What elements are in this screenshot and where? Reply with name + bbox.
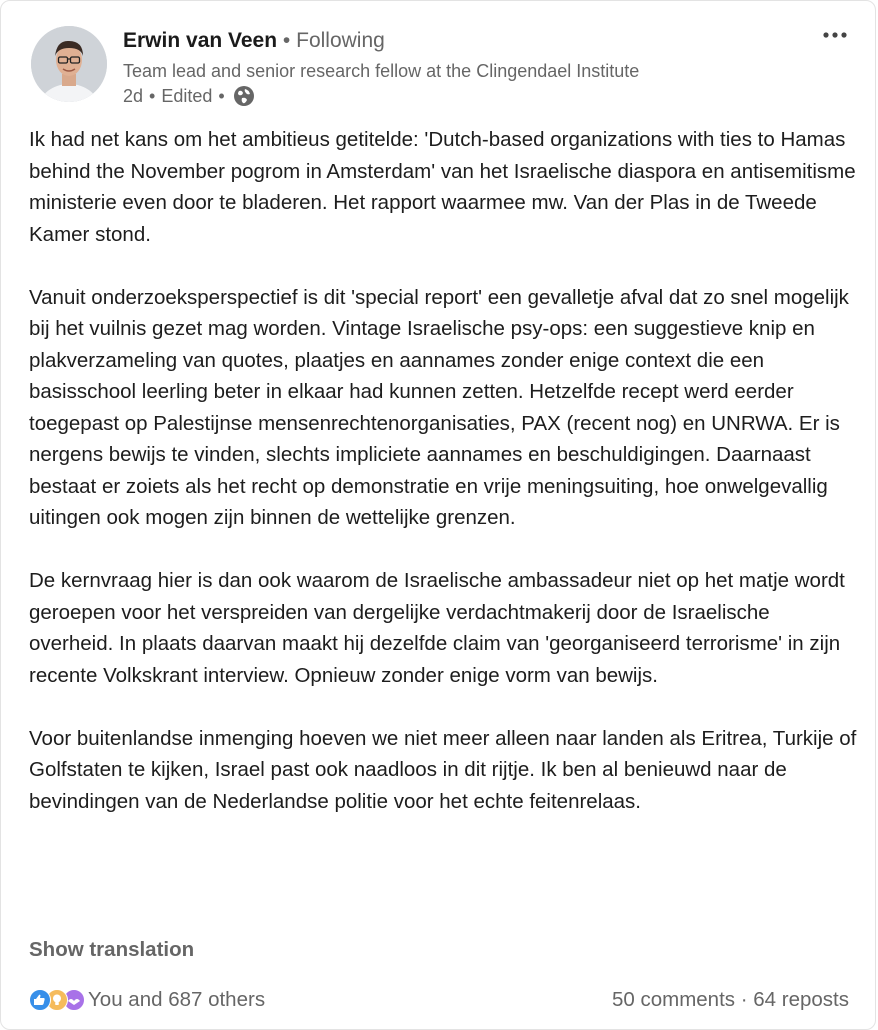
more-options-button[interactable]: [819, 23, 851, 47]
separator: •: [282, 29, 291, 52]
post-body: [29, 124, 859, 849]
post-paragraph: De kernvraag hier is dan ook waarom de Israelische ambassadeur niet op het matje wordt geroepen voor het verspreiden van dergelijke verdachtmakerij door de Israelische overheid. In plaats daarvan maakt hij dezelfde claim van 'georganiseerd terrorisme' in zijn recente Volkskrant interview. Opnieuw zonder enige vorm van bewijs.: [29, 569, 845, 687]
edited-label: Edited: [161, 85, 213, 106]
reactions-summary[interactable]: [29, 988, 265, 1012]
post-age: 2d: [123, 85, 144, 106]
reposts-count[interactable]: 64 reposts: [753, 988, 849, 1011]
post-meta: [123, 85, 255, 107]
separator: ·: [740, 988, 748, 1011]
more-options-icon: [823, 32, 847, 38]
globe-icon: [233, 85, 255, 107]
reactions-count: You and 687 others: [88, 988, 266, 1011]
author-headline: Team lead and senior research fellow at the Clingendael Institute: [123, 61, 640, 81]
reaction-icons: [29, 989, 80, 1011]
post-paragraph: Ik had net kans om het ambitieus getitelde: 'Dutch-based organizations with ties to Hamas behind the November pogrom in Amsterdam' van het Israelische diaspora en antisemitisme ministerie even door te bladeren. Het rapport waarmee mw. Van der Plas in de Tweede Kamer stond.: [29, 128, 856, 246]
author-name[interactable]: Erwin van Veen: [123, 29, 278, 52]
engagement-counts: [612, 988, 849, 1012]
like-icon: [29, 989, 51, 1011]
post-paragraph: Voor buitenlandse inmenging hoeven we niet meer alleen naar landen als Eritrea, Turkije of Golfstaten te kijken, Israel past ook naadloos in dit rijtje. Ik ben al benieuwd naar de bevindingen van de Nederlandse politie voor het echte feitenrelaas.: [29, 726, 857, 813]
author-line: [123, 29, 385, 53]
profile-photo: [31, 26, 107, 102]
separator: •: [218, 85, 225, 106]
separator: •: [149, 85, 156, 106]
comments-count[interactable]: 50 comments: [611, 988, 736, 1011]
follow-status[interactable]: Following: [296, 29, 385, 52]
show-translation-button[interactable]: Show translation: [29, 938, 195, 961]
author-avatar[interactable]: [31, 26, 107, 102]
post-paragraph: Vanuit onderzoeksperspectief is dit 'special report' een gevalletje afval dat zo snel mogelijk bij het vuilnis gezet mag worden. Vintage Israelische psy-ops: een suggestieve knip en plakverzameling van quotes, plaatjes en aannames zonder enige context die een basisschool leerling beter in elkaar had kunnen zetten. Hetzelfde recept werd eerder toegepast op Palestijnse mensenrechtenorganisaties, PAX (recent nog) en UNRWA. Er is nergens bewijs te vinden, slechts impliciete aannames en beschuldigingen. Daarnaast bestaat er zoiets als het recht op demonstratie en vrije meningsuiting, hoe onwelgevallig uitingen ook mogen zijn binnen de wettelijke grenzen.: [29, 285, 849, 529]
